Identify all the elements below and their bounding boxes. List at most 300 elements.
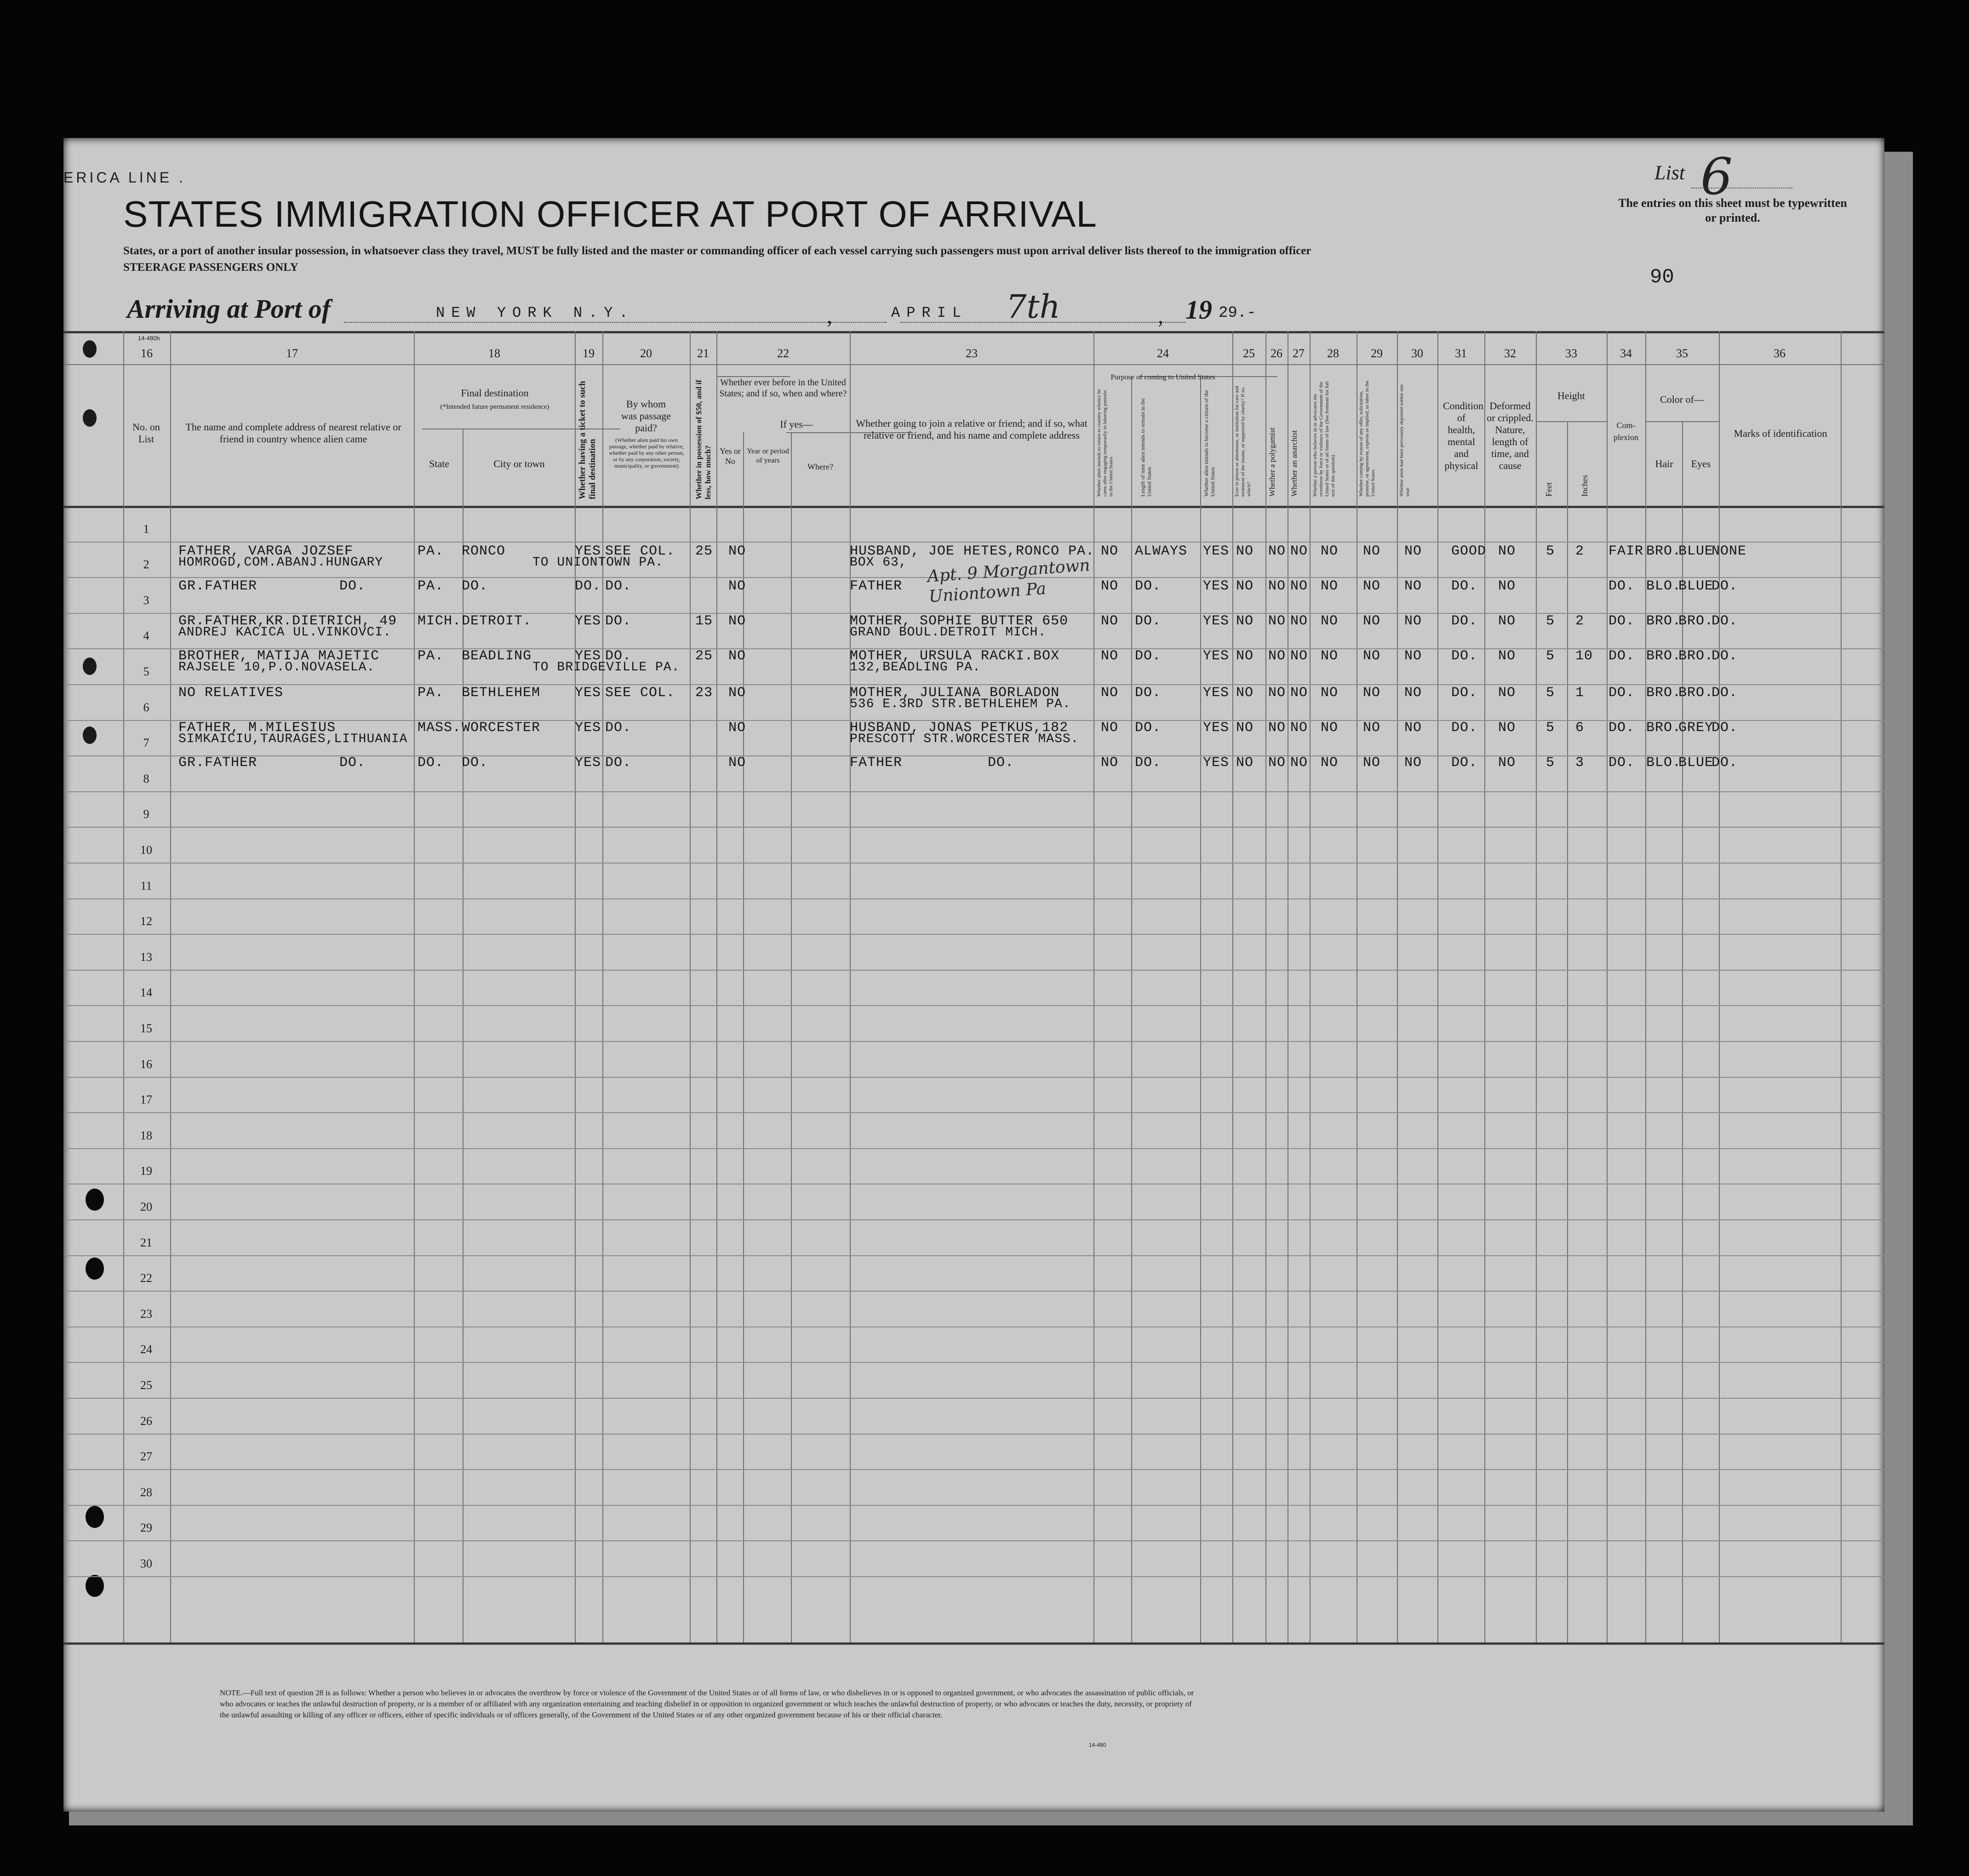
row-rule — [63, 1398, 1884, 1399]
polygamist-value: NO — [1268, 720, 1286, 736]
complexion-value: DO. — [1608, 648, 1635, 664]
joining-relative: FATHER — [850, 578, 903, 594]
health-value: DO. — [1451, 648, 1478, 664]
port-underline — [344, 322, 887, 323]
heading-deformed: Deformed or crippled. Nature, length of time, and cause — [1487, 400, 1534, 471]
heading-period: Year or period of years — [747, 447, 789, 464]
column-number: 28 — [1327, 347, 1339, 360]
relative-address: HOMROGD,COM.ABANJ.HUNGARY — [178, 555, 383, 570]
column-number: 34 — [1620, 347, 1632, 360]
eye-color: BLUE — [1678, 543, 1714, 559]
destination-state: PA. — [418, 543, 444, 559]
row-rule — [63, 898, 1884, 899]
relative-name: FATHER, VARGA JOZSEF — [178, 543, 354, 559]
deported-value: NO — [1404, 578, 1422, 594]
row-number: 8 — [143, 772, 149, 785]
row-number: 19 — [140, 1164, 152, 1178]
heading-state: State — [429, 458, 449, 469]
height-feet: 5 — [1546, 685, 1555, 701]
overthrow-value: NO — [1321, 720, 1339, 736]
labor-offer-value: NO — [1363, 543, 1381, 559]
relative-name: GR.FATHER — [178, 578, 258, 594]
row-rule — [63, 1005, 1884, 1006]
passage-paid: DO. — [605, 648, 632, 664]
column-rule — [575, 331, 576, 1642]
overthrow-value: NO — [1321, 613, 1339, 629]
length-of-stay: DO. — [1135, 720, 1162, 736]
destination-city: WORCESTER — [462, 720, 541, 736]
column-number: 26 — [1271, 347, 1282, 360]
column-rule — [1265, 331, 1266, 1642]
row-rule — [63, 970, 1884, 971]
prison-value: NO — [1236, 720, 1254, 736]
anarchist-value: NO — [1290, 720, 1308, 736]
port-of-arrival: NEW YORK N.Y. — [436, 304, 635, 321]
hair-color: BRO. — [1646, 543, 1682, 559]
height-feet: 5 — [1546, 613, 1555, 629]
row-number: 9 — [143, 807, 149, 821]
column-number: 36 — [1774, 347, 1786, 360]
anarchist-value: NO — [1290, 613, 1308, 629]
column-rule — [123, 331, 124, 1642]
column-rule — [1607, 331, 1608, 1642]
ever-before: NO — [728, 685, 746, 701]
deformed-value: NO — [1498, 755, 1516, 771]
row-number: 14 — [140, 986, 152, 1000]
marks-value: DO. — [1711, 720, 1738, 736]
citizen-intent: YES — [1203, 755, 1230, 771]
column-rule — [170, 331, 171, 1642]
heading-list-number: No. on List — [132, 421, 160, 445]
binder-hole — [83, 340, 97, 358]
joining-relative: MOTHER, JULIANA BORLADON — [850, 685, 1060, 701]
table-rule — [63, 364, 1884, 365]
labor-offer-value: NO — [1363, 648, 1381, 664]
anarchist-value: NO — [1290, 755, 1308, 771]
complexion-value: DO. — [1608, 755, 1635, 771]
list-number: 6 — [1700, 147, 1733, 206]
heading-joining: Whether going to join a relative or friend; and if so, what relative or friend, and his name and complete address — [856, 418, 1088, 441]
row-rule — [63, 934, 1884, 935]
complexion-value: DO. — [1608, 578, 1635, 594]
return-intent: NO — [1101, 543, 1119, 559]
destination-city: DETROIT. — [462, 613, 532, 629]
relative-name: GR.FATHER,KR.DIETRICH, 49 — [178, 613, 397, 629]
column-number: 21 — [697, 347, 709, 360]
polygamist-value: NO — [1268, 543, 1286, 559]
return-intent: NO — [1101, 720, 1119, 736]
relative-name: FATHER, M.MILESIUS — [178, 720, 336, 736]
row-number: 22 — [140, 1271, 152, 1285]
row-number: 21 — [140, 1235, 152, 1249]
heading-polygamist: Whether a polygamist — [1268, 427, 1276, 497]
length-of-stay: DO. — [1135, 755, 1162, 771]
ticket-value: YES — [575, 648, 601, 664]
marks-value: NONE — [1711, 543, 1747, 559]
column-rule — [850, 331, 851, 1642]
deformed-value: NO — [1498, 613, 1516, 629]
deformed-value: NO — [1498, 720, 1516, 736]
column-number: 18 — [488, 347, 500, 360]
heading-prison: Ever in prison or almshouse, or institution for care and treatment of the insane, or supported by charity? If so, which? — [1234, 386, 1252, 497]
ever-before: NO — [728, 543, 746, 559]
comma: , — [1158, 304, 1163, 328]
overthrow-value: NO — [1321, 648, 1339, 664]
deformed-value: NO — [1498, 685, 1516, 701]
labor-offer-value: NO — [1363, 755, 1381, 771]
row-number: 1 — [143, 522, 149, 536]
overthrow-value: NO — [1321, 685, 1339, 701]
health-value: DO. — [1451, 578, 1478, 594]
heading-anarchist: Whether an anarchist — [1290, 430, 1299, 497]
joining-address: BOX 63, — [850, 555, 907, 570]
length-of-stay: DO. — [1135, 613, 1162, 629]
list-underline — [1691, 188, 1792, 189]
column-number: 32 — [1504, 347, 1516, 360]
heading-citizen-intent: Whether alien intends to become a citizen of the United States — [1203, 390, 1216, 497]
heading-passage-note: (Whether alien paid his own passage, whether paid by relative, whether paid by any other person, or by any corporation, society, municipality, or government) — [609, 437, 684, 469]
money-amount: 25 — [695, 543, 713, 559]
anarchist-value: NO — [1290, 543, 1308, 559]
destination-state: MASS. — [418, 720, 462, 736]
row-rule — [63, 1291, 1884, 1292]
binder-hole — [83, 726, 97, 744]
heading-labor-offer: Whether coming by reason of any offer, solicitation, promise, or agreement, express or implied, to labor in the United States — [1358, 380, 1376, 497]
typewritten-notice: The entries on this sheet must be typewritten or printed. — [1618, 196, 1847, 224]
column-number: 29 — [1371, 347, 1383, 360]
health-value: DO. — [1451, 685, 1478, 701]
height-feet: 5 — [1546, 648, 1555, 664]
relative-name: NO RELATIVES — [178, 685, 284, 701]
row-rule — [63, 1469, 1884, 1470]
column-number: 20 — [640, 347, 652, 360]
row-number: 26 — [140, 1414, 152, 1428]
row-rule — [63, 1112, 1884, 1113]
return-intent: NO — [1101, 755, 1119, 771]
heading-length-of-stay: Length of time alien intends to remain in the United States — [1139, 398, 1152, 497]
joining-relative: FATHER — [850, 755, 903, 771]
footnote: NOTE.—Full text of question 28 is as follows: Whether a person who believes in or advocates the overthrow by force or violence of the Government of the United States or of all forms of law, or who disbelieves in or is opposed to organized government, or who advocates the assassination of public officials, or who advocates or teaches the unlawful destruction of property, or is a member of or affiliated with any organization entertaining and teaching disbelief in or opposition to organized government or which teaches the unlawful destruction of property, or who advocates or teaches the duty, necessity, or propriety of the unlawful assaulting or killing of any officer or officers, either of specific individuals or of officers generally, of the Government of the United States or of any other organized government because of his or their official character. — [220, 1688, 1194, 1719]
eye-color: BRO. — [1678, 613, 1714, 629]
heading-feet: Feet — [1544, 482, 1553, 497]
table-rule — [63, 331, 1884, 333]
heading-where: Where? — [807, 462, 833, 471]
polygamist-value: NO — [1268, 685, 1286, 701]
heading-overthrow: Whether a person who believes in or advocates the overthrow by force or violence of the Government of the United States or of all forms of law (See footnote for full text of this question) — [1312, 381, 1336, 497]
return-intent: NO — [1101, 578, 1119, 594]
column-rule — [1719, 331, 1720, 1642]
eye-color: BRO. — [1678, 685, 1714, 701]
ticket-value: YES — [575, 543, 601, 559]
column-rule — [463, 429, 464, 1642]
row-number: 4 — [143, 629, 149, 643]
row-number: 3 — [143, 593, 149, 607]
height-feet: 5 — [1546, 755, 1555, 771]
relative-address: ANDREJ KACICA UL.VINKOVCI. — [178, 625, 391, 640]
length-of-stay: DO. — [1135, 578, 1162, 594]
money-amount: 23 — [695, 685, 713, 701]
row-rule — [63, 1540, 1884, 1541]
marks-value: DO. — [1711, 613, 1738, 629]
ticket-value: YES — [575, 685, 601, 701]
column-rule — [1397, 331, 1398, 1642]
column-rule — [1484, 331, 1485, 1642]
row-number: 30 — [140, 1557, 152, 1570]
form-code: 14-480h — [138, 335, 160, 342]
heading-health: Condition of health, mental and physical — [1443, 400, 1484, 471]
relative-ditto: DO. — [339, 755, 366, 771]
destination-state: PA. — [418, 648, 444, 664]
heading-marks: Marks of identification — [1734, 428, 1827, 439]
health-value: DO. — [1451, 613, 1478, 629]
passage-paid: DO. — [605, 755, 632, 771]
marks-value: DO. — [1711, 648, 1738, 664]
column-rule — [1682, 421, 1683, 1642]
citizen-intent: YES — [1203, 613, 1230, 629]
passage-paid: SEE COL. — [605, 685, 675, 701]
return-intent: NO — [1101, 613, 1119, 629]
heading-purpose: Purpose of coming to United States — [1110, 373, 1215, 381]
footer-form-code: 14-480 — [1089, 1742, 1106, 1748]
deformed-value: NO — [1498, 543, 1516, 559]
deformed-value: NO — [1498, 578, 1516, 594]
sheet-number: 90 — [1650, 266, 1674, 289]
health-value: DO. — [1451, 755, 1478, 771]
row-number: 28 — [140, 1485, 152, 1499]
column-rule — [1131, 376, 1132, 1642]
overthrow-value: NO — [1321, 543, 1339, 559]
money-amount: 15 — [695, 613, 713, 629]
ever-before: NO — [728, 613, 746, 629]
column-rule — [1093, 331, 1094, 1642]
row-number: 24 — [140, 1343, 152, 1356]
manifest-sheet — [63, 138, 1884, 1812]
ticket-value: YES — [575, 613, 601, 629]
row-number: 17 — [140, 1093, 152, 1107]
row-rule — [63, 1505, 1884, 1506]
destination-city: RONCO — [462, 543, 506, 559]
joining-relative: HUSBAND, JONAS PETKUS,182 — [850, 720, 1069, 736]
row-rule — [63, 791, 1884, 792]
length-of-stay: DO. — [1135, 648, 1162, 664]
deported-value: NO — [1404, 648, 1422, 664]
row-number: 2 — [143, 558, 149, 572]
relative-address: SIMKAICIU,TAURAGES,LITHUANIA — [178, 732, 408, 746]
eye-color: BLUE — [1678, 755, 1714, 771]
column-rule — [1841, 331, 1842, 1642]
polygamist-value: NO — [1268, 648, 1286, 664]
row-number: 5 — [143, 665, 149, 678]
heading-yes-no: Yes or No — [720, 446, 741, 466]
health-value: DO. — [1451, 720, 1478, 736]
heading-return-intent: Whether alien intends to return to country whence he came after engaging temporarily in laboring pursuits in the United States — [1096, 389, 1114, 497]
hair-color: BRO. — [1646, 720, 1682, 736]
hair-color: BRO. — [1646, 648, 1682, 664]
heading-eyes: Eyes — [1691, 458, 1711, 469]
joining-address: 536 E.3RD STR.BETHLEHEM PA. — [850, 697, 1071, 711]
heading-city: City or town — [493, 458, 545, 469]
year-prefix: 19 — [1185, 295, 1212, 325]
deformed-value: NO — [1498, 648, 1516, 664]
row-rule — [63, 1077, 1884, 1078]
column-rule — [716, 331, 717, 1642]
joining-relative: HUSBAND, JOE HETES,RONCO PA. — [850, 543, 1095, 559]
citizen-intent: YES — [1203, 685, 1230, 701]
complexion-value: DO. — [1608, 613, 1635, 629]
column-number: 22 — [777, 347, 789, 360]
complexion-value: DO. — [1608, 720, 1635, 736]
hair-color: BLO. — [1646, 578, 1682, 594]
complexion-value: FAIR — [1608, 543, 1644, 559]
deported-value: NO — [1404, 755, 1422, 771]
row-number: 13 — [140, 950, 152, 964]
row-rule — [63, 1255, 1884, 1256]
heading-ticket: Whether having a ticket to such final destination — [578, 381, 597, 499]
binder-hole — [86, 1258, 104, 1280]
joining-ditto: DO. — [988, 755, 1014, 771]
destination-city: DO. — [462, 755, 488, 771]
passage-paid: DO. — [605, 578, 632, 594]
passage-paid: DO. — [605, 720, 632, 736]
citizen-intent: YES — [1203, 578, 1230, 594]
row-number: 27 — [140, 1450, 152, 1464]
form-subtitle: States, or a port of another insular possession, in whatsoever class they travel, MUST be fully listed and the master or commanding officer of each vessel carrying such passengers must upon arrival deliver lists thereof to the immigration officer — [123, 245, 1311, 257]
row-rule — [63, 1362, 1884, 1363]
handwritten-annotation: Apt. 9 Morgantown Uniontown Pa — [927, 555, 1091, 606]
heading-color: Color of— — [1660, 394, 1704, 405]
column-number: 33 — [1565, 347, 1577, 360]
row-number: 16 — [140, 1057, 152, 1071]
polygamist-value: NO — [1268, 613, 1286, 629]
destination-city-extra: TO BRIDGEVILLE PA. — [532, 660, 680, 675]
joining-address: 132,BEADLING PA. — [850, 660, 981, 675]
deported-value: NO — [1404, 685, 1422, 701]
destination-city: BEADLING — [462, 648, 532, 664]
passage-paid: SEE COL. — [605, 543, 675, 559]
row-number: 25 — [140, 1378, 152, 1392]
prison-value: NO — [1236, 578, 1254, 594]
passage-paid: DO. — [605, 613, 632, 629]
height-inches: 6 — [1575, 720, 1585, 736]
relative-address: RAJSELE 10,P.O.NOVASELA. — [178, 660, 375, 675]
length-of-stay: ALWAYS — [1135, 543, 1188, 559]
column-number: 24 — [1157, 347, 1169, 360]
binder-hole — [86, 1189, 104, 1211]
steerage-label: STEERAGE PASSENGERS ONLY — [123, 261, 298, 274]
height-inches: 10 — [1575, 648, 1593, 664]
heading-nearest-relative: The name and complete address of nearest relative or friend in country whence alien came — [185, 421, 401, 445]
citizen-intent: YES — [1203, 543, 1230, 559]
height-inches: 3 — [1575, 755, 1585, 771]
relative-name: BROTHER, MATIJA MAJETIC — [178, 648, 380, 664]
list-label: List — [1654, 161, 1685, 184]
citizen-intent: YES — [1203, 648, 1230, 664]
column-number: 31 — [1455, 347, 1467, 360]
destination-city: BETHLEHEM — [462, 685, 541, 701]
column-number: 17 — [286, 347, 298, 360]
heading-ever-before: Whether ever before in the United States; and if so, when and where? — [719, 377, 847, 399]
ticket-value: YES — [575, 755, 601, 771]
destination-city-extra: TO UNIONTOWN PA. — [532, 555, 664, 570]
anarchist-value: NO — [1290, 648, 1308, 664]
hair-color: BRO. — [1646, 613, 1682, 629]
year-suffix: 29.- — [1219, 304, 1256, 322]
joining-relative: MOTHER, SOPHIE BUTTER 650 — [850, 613, 1069, 629]
row-number: 23 — [140, 1307, 152, 1321]
row-rule — [63, 827, 1884, 828]
eye-color: BLUE — [1678, 578, 1714, 594]
heading-destination-note: (*Intended future permanent residence) — [440, 403, 549, 411]
relative-name: GR.FATHER — [178, 755, 258, 771]
marks-value: DO. — [1711, 755, 1738, 771]
height-feet: 5 — [1546, 720, 1555, 736]
heading-inches: Inches — [1580, 475, 1589, 497]
row-rule — [63, 1041, 1884, 1042]
heading-hair: Hair — [1655, 458, 1673, 469]
line-name: ERICA LINE . — [63, 169, 186, 186]
heading-deported: Whether alien had been previously deported within one year — [1399, 384, 1410, 497]
heading-fifty-dollars: Whether in possession of $50, and if less, how much? — [694, 380, 712, 499]
column-rule — [1437, 331, 1438, 1642]
column-rule — [1200, 376, 1201, 1642]
height-inches: 1 — [1575, 685, 1585, 701]
binder-hole — [83, 409, 97, 427]
column-rule — [1310, 331, 1311, 1642]
complexion-value: DO. — [1608, 685, 1635, 701]
return-intent: NO — [1101, 648, 1119, 664]
overthrow-value: NO — [1321, 755, 1339, 771]
destination-state: MICH. — [418, 613, 462, 629]
return-intent: NO — [1101, 685, 1119, 701]
arrival-day: 7th — [1006, 288, 1060, 326]
row-rule — [63, 1148, 1884, 1149]
heading-if-yes: If yes— — [780, 418, 813, 430]
column-number: 25 — [1243, 347, 1255, 360]
health-value: GOOD — [1451, 543, 1487, 559]
prison-value: NO — [1236, 685, 1254, 701]
heading-height: Height — [1557, 390, 1585, 401]
heading-complexion: Com- plexion — [1614, 421, 1638, 442]
column-number: 16 — [141, 347, 153, 360]
column-rule — [791, 432, 792, 1642]
column-rule — [1232, 331, 1233, 1642]
marks-value: DO. — [1711, 578, 1738, 594]
column-number: 23 — [966, 347, 978, 360]
ticket-value: YES — [575, 720, 601, 736]
arrival-month: APRIL — [891, 304, 968, 321]
polygamist-value: NO — [1268, 755, 1286, 771]
ever-before: NO — [728, 648, 746, 664]
column-number: 19 — [583, 347, 595, 360]
destination-state: DO. — [418, 755, 444, 771]
binder-hole — [86, 1506, 104, 1528]
labor-offer-value: NO — [1363, 578, 1381, 594]
table-rule — [63, 1642, 1884, 1645]
binder-hole — [83, 658, 97, 675]
eye-color: BRO. — [1678, 648, 1714, 664]
column-number: 27 — [1293, 347, 1305, 360]
heading-passage-paid: By whom was passage paid? — [621, 398, 671, 434]
column-number: 35 — [1676, 347, 1688, 360]
joining-relative: MOTHER, URSULA RACKI.BOX — [850, 648, 1060, 664]
row-number: 18 — [140, 1128, 152, 1142]
hair-color: BRO. — [1646, 685, 1682, 701]
deported-value: NO — [1404, 720, 1422, 736]
column-rule — [1645, 331, 1646, 1642]
row-number: 20 — [140, 1200, 152, 1213]
row-number: 12 — [140, 915, 152, 928]
row-number: 11 — [140, 879, 152, 892]
